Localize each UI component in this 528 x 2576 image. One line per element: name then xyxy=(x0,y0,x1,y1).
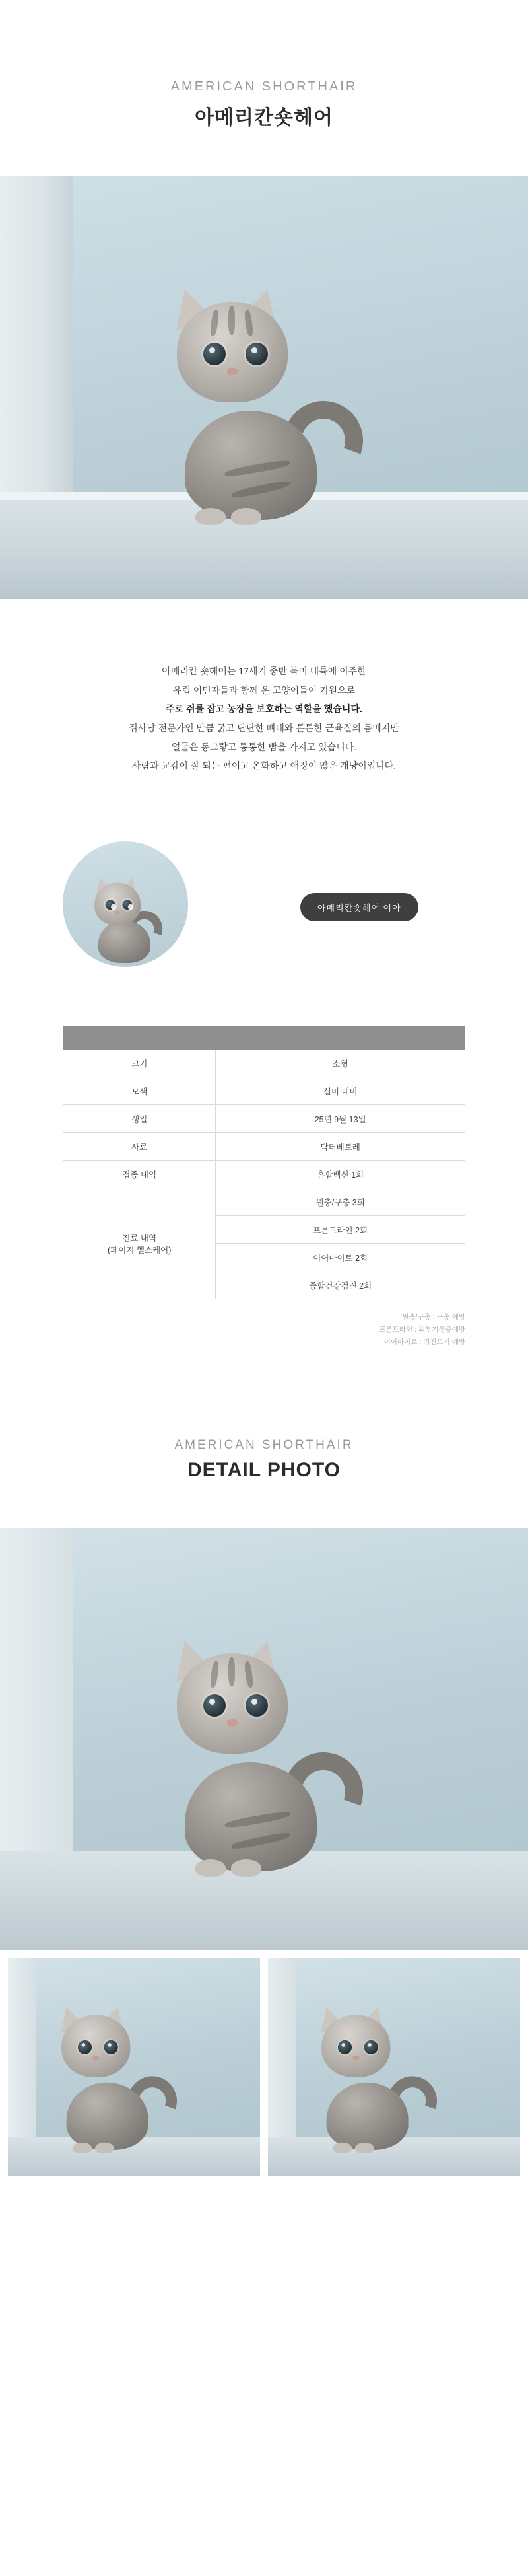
kitten-illustration-small xyxy=(90,883,162,963)
table-cell-label: 모색 xyxy=(63,1077,216,1105)
kitten-illustration xyxy=(165,302,363,520)
kitten-head xyxy=(94,883,141,925)
kitten-head xyxy=(321,2015,390,2077)
table-cell-value: 소형 xyxy=(216,1050,465,1077)
kitten-illustration xyxy=(54,2015,177,2150)
table-cell-label-care xyxy=(63,1188,216,1299)
kitten-head-stripe xyxy=(209,309,219,336)
kitten-body xyxy=(98,921,150,963)
care-label-line1: 진료 내역 xyxy=(122,1233,157,1243)
table-cell-label: 접종 내역 xyxy=(63,1161,216,1188)
profile-avatar xyxy=(63,841,188,967)
kitten-paw xyxy=(73,2143,92,2153)
kitten-paw xyxy=(231,508,261,525)
kitten-paw xyxy=(333,2143,352,2153)
detail-eyebrow: AMERICAN SHORTHAIR xyxy=(174,1437,354,1452)
table-cell-label: 생일 xyxy=(63,1105,216,1133)
kitten-eye-left xyxy=(78,2040,92,2054)
detail-photo-small xyxy=(268,1958,520,2176)
kitten-paw xyxy=(355,2143,374,2153)
kitten-paw xyxy=(231,1859,261,1877)
kitten-nose xyxy=(352,2056,359,2060)
kitten-head-stripe xyxy=(244,1661,253,1688)
kitten-head-stripe xyxy=(244,309,253,336)
spec-table-wrapper xyxy=(0,1013,528,1299)
detail-photo-small xyxy=(8,1958,260,2176)
description-line: 얼굴은 동그랗고 통통한 빰을 가지고 있습니다. xyxy=(171,741,357,752)
table-header-cell xyxy=(63,1027,216,1050)
footnote-line: 원충/구충 : 구충 예방 xyxy=(402,1313,465,1322)
table-row xyxy=(63,1050,465,1077)
kitten-nose xyxy=(115,911,119,915)
kitten-nose xyxy=(92,2056,99,2060)
page-title: 아메리칸숏헤어 xyxy=(195,107,333,129)
table-row xyxy=(63,1077,465,1105)
kitten-eye-right xyxy=(246,343,268,365)
table-header-row xyxy=(63,1027,465,1050)
table-row xyxy=(63,1105,465,1133)
detail-photo-grid xyxy=(0,1950,528,2176)
table-cell-value: 25년 9월 13일 xyxy=(216,1105,465,1133)
table-row xyxy=(63,1188,465,1216)
detail-title: DETAIL PHOTO xyxy=(187,1458,341,1481)
kitten-paw xyxy=(195,1859,226,1877)
status-badge: 아메리칸숏헤어 여아 xyxy=(300,893,418,921)
table-row xyxy=(63,1133,465,1161)
care-label-line2: (페이지 헬스케어) xyxy=(108,1245,172,1255)
header-eyebrow: AMERICAN SHORTHAIR xyxy=(170,79,358,94)
kitten-head xyxy=(177,1653,288,1754)
breed-description xyxy=(0,599,528,835)
detail-photo-header xyxy=(0,1349,528,1528)
hero-photo xyxy=(0,176,528,599)
kitten-eye-right xyxy=(364,2040,378,2054)
kitten-body-stripe xyxy=(231,1831,291,1851)
description-line: 쥐사냥 전문가인 만큼 굵고 단단한 뼈대와 튼튼한 근육질의 몸매지만 xyxy=(129,723,399,734)
table-cell-value: 실버 태비 xyxy=(216,1077,465,1105)
kitten-paw xyxy=(195,508,226,525)
profile-section xyxy=(0,835,528,1013)
kitten-body-stripe xyxy=(224,1810,291,1829)
kitten-eye-left xyxy=(203,343,226,365)
description-line: 사람과 교감이 잘 되는 편이고 온화하고 애정이 많은 개냥이입니다. xyxy=(131,760,397,771)
footnotes xyxy=(0,1299,528,1349)
table-cell-label: 크기 xyxy=(63,1050,216,1077)
kitten-eye-left xyxy=(106,900,116,910)
table-cell-value: 이어마이트 2회 xyxy=(216,1244,465,1271)
page-header xyxy=(0,0,528,176)
kitten-nose xyxy=(227,1719,238,1727)
kitten-head-stripe xyxy=(209,1661,219,1688)
kitten-head xyxy=(61,2015,130,2077)
table-cell-value: 원충/구충 3회 xyxy=(216,1188,465,1216)
kitten-eye-right xyxy=(122,900,132,910)
footnote-line: 프론트라인 : 외부기생충예방 xyxy=(379,1326,465,1334)
table-cell-value: 혼합백신 1회 xyxy=(216,1161,465,1188)
kitten-eye-right xyxy=(104,2040,118,2054)
table-header-cell xyxy=(216,1027,465,1050)
kitten-head xyxy=(177,302,288,402)
kitten-eye-left xyxy=(203,1694,226,1717)
kitten-paw xyxy=(95,2143,114,2153)
kitten-body-stripe xyxy=(224,458,291,478)
kitten-illustration xyxy=(314,2015,437,2150)
table-cell-value: 프론트라인 2회 xyxy=(216,1216,465,1244)
table-cell-value: 종합건강검진 2회 xyxy=(216,1271,465,1299)
table-cell-value: 닥터베토레 xyxy=(216,1133,465,1161)
kitten-eye-left xyxy=(338,2040,352,2054)
detail-photo-large xyxy=(0,1528,528,1950)
spec-table xyxy=(63,1026,465,1299)
kitten-nose xyxy=(227,368,238,375)
description-line: 유럽 이민자들과 함께 온 고양이들이 기원으로 xyxy=(172,684,356,696)
table-cell-label: 사료 xyxy=(63,1133,216,1161)
kitten-head-stripe xyxy=(228,1657,235,1686)
description-line: 아메리칸 숏헤어는 17세기 중반 북미 대륙에 이주한 xyxy=(162,666,366,676)
kitten-illustration xyxy=(165,1653,363,1871)
kitten-eye-right xyxy=(246,1694,268,1717)
kitten-body-stripe xyxy=(231,480,291,499)
footnote-line: 이어마이트 : 귀진드기 예방 xyxy=(383,1338,465,1346)
table-row xyxy=(63,1161,465,1188)
kitten-head-stripe xyxy=(228,306,235,335)
description-line-highlight: 주로 쥐를 잡고 농장을 보호하는 역할을 했습니다. xyxy=(166,703,362,715)
